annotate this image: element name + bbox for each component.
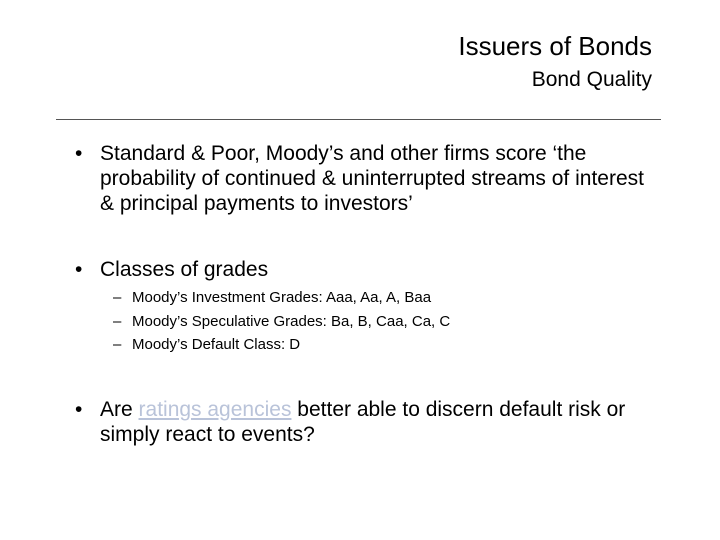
sub-item-text: Moody’s Investment Grades: Aaa, Aa, A, Baa bbox=[132, 289, 432, 306]
ratings-agencies-link[interactable]: ratings agencies bbox=[138, 398, 292, 421]
sub-item-marker: – bbox=[113, 336, 122, 353]
bullet-text bbox=[100, 397, 655, 447]
slide-title: Issuers of Bonds bbox=[458, 31, 652, 61]
sub-item-marker: – bbox=[113, 289, 122, 306]
bullet-marker: • bbox=[75, 142, 83, 165]
bullet-text-before-link: Are bbox=[100, 398, 139, 421]
sub-item-text: Moody’s Default Class: D bbox=[132, 336, 301, 353]
bullet-text: Standard & Poor, Moody’s and other firms score ‘the probability of continued & uninterrupted streams of interest & principal payments to investors’ bbox=[100, 142, 644, 215]
title-divider bbox=[56, 119, 661, 120]
bullet-marker: • bbox=[75, 398, 83, 421]
sub-item-text: Moody’s Speculative Grades: Ba, B, Caa, Ca, C bbox=[132, 313, 451, 330]
bullet-item bbox=[75, 257, 655, 282]
bullet-text-after-link: better able to discern default risk or simply react to events? bbox=[100, 398, 626, 446]
sub-item-marker: – bbox=[113, 313, 122, 330]
bullet-marker: • bbox=[75, 258, 83, 281]
slide-subtitle: Bond Quality bbox=[531, 68, 652, 91]
sub-item bbox=[113, 287, 653, 308]
bullet-text: Classes of grades bbox=[100, 258, 269, 281]
bullet-item bbox=[75, 397, 655, 447]
sub-item bbox=[113, 334, 653, 355]
bullet-item bbox=[75, 141, 655, 216]
sub-item bbox=[113, 311, 653, 332]
